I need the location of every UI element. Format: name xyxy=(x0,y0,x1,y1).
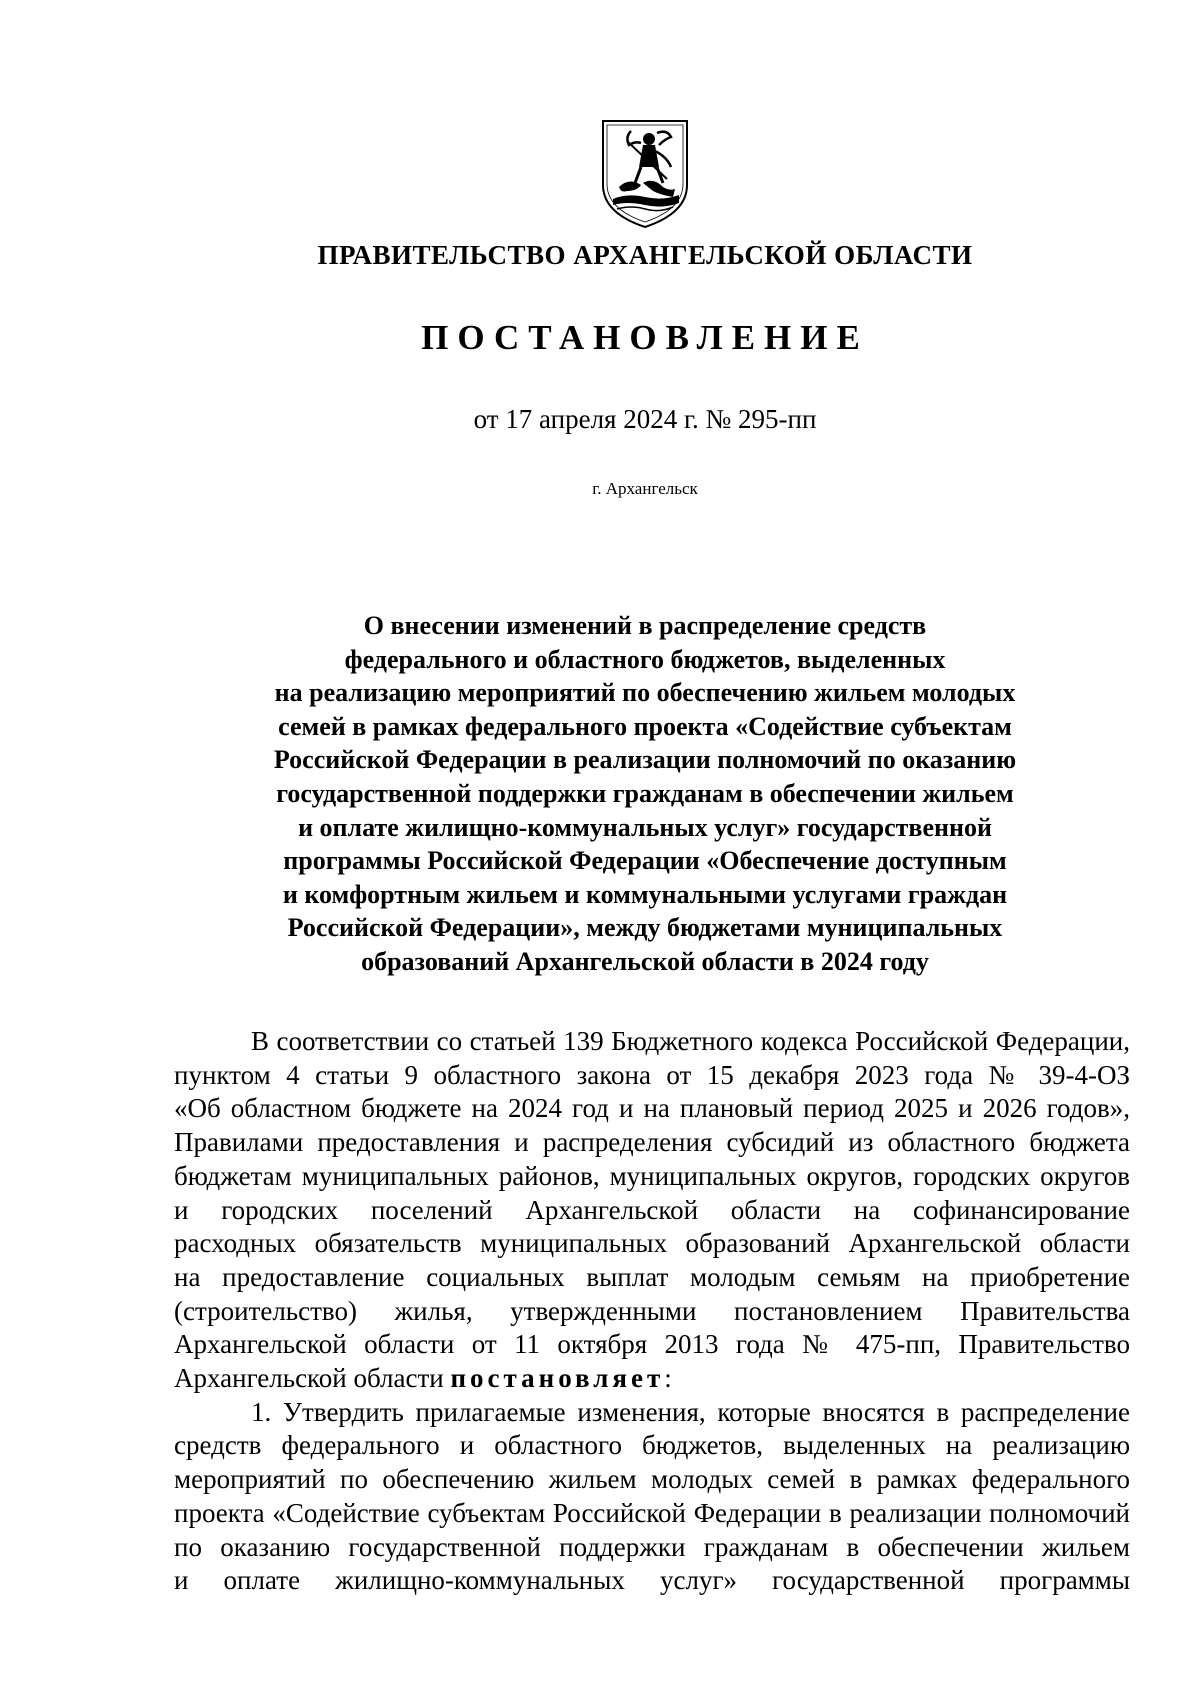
body-line: В соответствии со статьей 139 Бюджетного кодекса Российской Федерации, xyxy=(251,1026,1130,1056)
document-body xyxy=(174,1025,1130,1598)
document-type: ПОСТАНОВЛЕНИЕ xyxy=(421,318,869,357)
item-line: средств федерального и областного бюджетов, выделенных на реализацию xyxy=(174,1430,1130,1461)
subject-line: государственной поддержки гражданам в обеспечении жильем xyxy=(276,778,1014,808)
body-line: (строительство) жилья, утвержденными постановлением Правительства xyxy=(174,1295,1130,1326)
body-line: расходных обязательств муниципальных образований Архангельской области xyxy=(174,1228,1130,1259)
body-line: и городских поселений Архангельской области на софинансирование xyxy=(174,1194,1130,1225)
coat-of-arms-icon xyxy=(597,117,693,229)
document-subject xyxy=(0,609,1200,979)
body-line: бюджетам муниципальных районов, муниципальных округов, городских округов xyxy=(174,1160,1130,1191)
subject-line: на реализацию мероприятий по обеспечению жильем молодых xyxy=(274,678,1016,708)
item-line: 1. Утвердить прилагаемые изменения, которые вносятся в распределение xyxy=(251,1396,1130,1427)
decree-word: постановляет xyxy=(450,1363,665,1394)
subject-line: О внесении изменений в распределение средств xyxy=(363,611,927,640)
subject-line: семей в рамках федерального проекта «Содействие субъектам xyxy=(278,711,1012,741)
subject-line: федерального и областного бюджетов, выделенных xyxy=(344,644,946,674)
item-line: проекта «Содействие субъектам Российской Федерации в реализации полномочий xyxy=(174,1497,1130,1528)
body-line: «Об областном бюджете на 2024 год и на плановый период 2025 и 2026 годов», xyxy=(174,1093,1130,1124)
body-line: Правилами предоставления и распределения субсидий из областного бюджета xyxy=(174,1127,1130,1158)
body-line: на предоставление социальных выплат молодым семьям на приобретение xyxy=(174,1261,1130,1292)
body-line: пунктом 4 статьи 9 областного закона от 15 декабря 2023 года № 39-4-ОЗ xyxy=(174,1059,1130,1090)
item-line: мероприятий по обеспечению жильем молодых семей в рамках федерального xyxy=(174,1464,1130,1495)
decree-suffix: : xyxy=(664,1363,672,1394)
document-date-number: от 17 апреля 2024 г. № 295-пп xyxy=(473,404,817,434)
item-line: и оплате жилищно-коммунальных услуг» государственной программы xyxy=(174,1565,1130,1596)
body-line: Архангельской области от 11 октября 2013 года № 475-пп, Правительство xyxy=(174,1329,1130,1360)
decree-prefix: Архангельской области xyxy=(174,1363,451,1394)
item-line: по оказанию государственной поддержки гражданам в обеспечении жильем xyxy=(174,1531,1130,1562)
body-line-decree xyxy=(174,1362,1130,1396)
document-city: г. Архангельск xyxy=(592,479,698,498)
government-name: ПРАВИТЕЛЬСТВО АРХАНГЕЛЬСКОЙ ОБЛАСТИ xyxy=(317,240,973,270)
subject-line: Российской Федерации в реализации полномочий по оказанию xyxy=(273,745,1017,775)
subject-line: образований Архангельской области в 2024 году xyxy=(361,946,929,976)
subject-line: программы Российской Федерации «Обеспечение доступным xyxy=(283,846,1007,876)
subject-line: и оплате жилищно-коммунальных услуг» государственной xyxy=(298,812,992,842)
subject-line: Российской Федерации», между бюджетами муниципальных xyxy=(287,913,1003,943)
subject-line: и комфортным жильем и коммунальными услугами граждан xyxy=(282,879,1008,909)
